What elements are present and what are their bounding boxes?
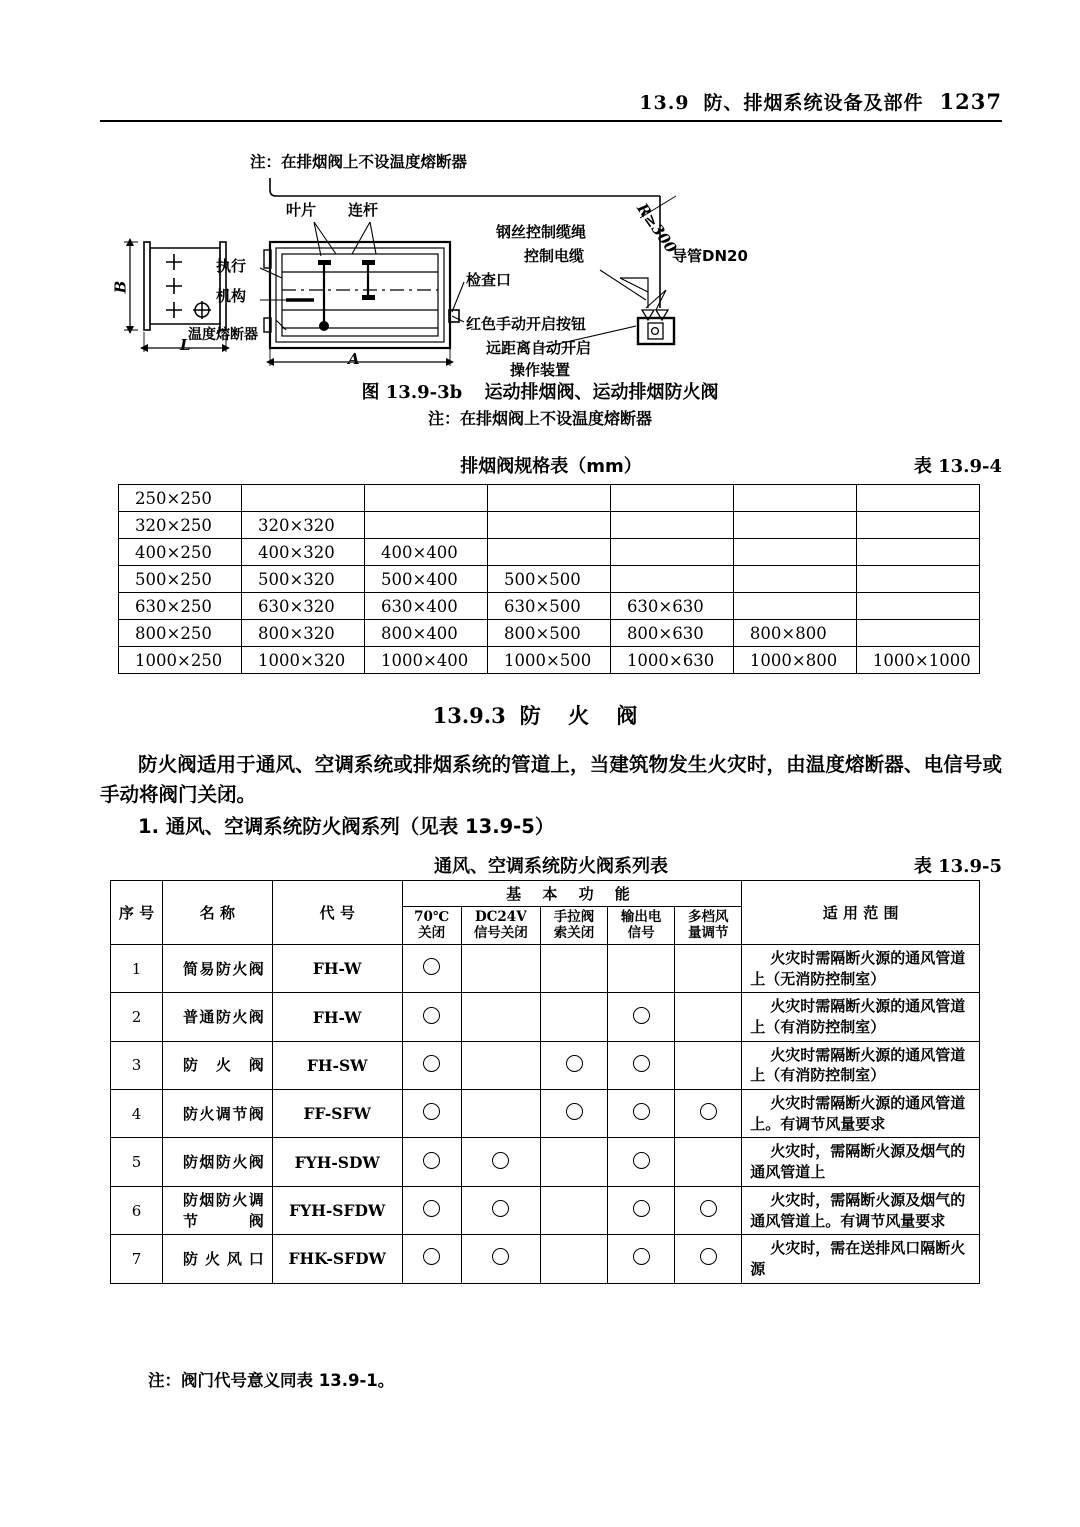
cell-code: FYH-SDW xyxy=(272,1138,402,1186)
spec-table-row xyxy=(119,647,980,674)
spec-size-cell: 800×800 xyxy=(733,620,856,647)
circle-mark-icon xyxy=(423,958,440,975)
figure-13-9-3b xyxy=(100,150,980,380)
cell-name: 防烟防火阀 xyxy=(162,1138,272,1186)
spec-size-cell: 400×250 xyxy=(119,539,242,566)
cell-index: 2 xyxy=(111,993,163,1041)
circle-mark-icon xyxy=(492,1200,509,1217)
cell-function-empty xyxy=(608,944,675,992)
spec-size-cell: 630×500 xyxy=(487,593,610,620)
spec-table-number: 表 13.9-4 xyxy=(913,456,1002,477)
header-function-output-signal xyxy=(608,907,675,945)
spec-size-cell: 320×320 xyxy=(241,512,364,539)
cell-name: 简易防火阀 xyxy=(162,944,272,992)
spec-size-cell: 800×400 xyxy=(364,620,487,647)
series-table-row xyxy=(111,1186,980,1234)
header-basic-function: 基 本 功 能 xyxy=(402,881,742,907)
dimension-l: L xyxy=(180,336,191,354)
cell-function-marked xyxy=(540,1041,607,1089)
cell-function-marked xyxy=(608,1041,675,1089)
spec-table-title: 排烟阀规格表（mm） xyxy=(460,456,642,477)
cell-scope: 火灾时需隔断火源的通风管道上。有调节风量要求 xyxy=(742,1090,980,1138)
spec-empty-cell xyxy=(364,512,487,539)
cell-function-marked xyxy=(608,1186,675,1234)
cell-function-marked xyxy=(402,993,461,1041)
header-function-manual-cable xyxy=(540,907,607,945)
cell-function-marked xyxy=(461,1138,540,1186)
series-table-row xyxy=(111,1041,980,1089)
label-temperature-fuse: 温度熔断器 xyxy=(188,327,258,343)
spec-size-cell: 500×400 xyxy=(364,566,487,593)
cell-function-marked xyxy=(402,1186,461,1234)
spec-size-cell: 800×630 xyxy=(610,620,733,647)
label-remote-open-line2: 操作装置 xyxy=(510,361,571,379)
circle-mark-icon xyxy=(566,1103,583,1120)
spec-empty-cell xyxy=(487,485,610,512)
header-function-dc24v xyxy=(461,907,540,945)
header-index: 序 号 xyxy=(111,881,163,945)
circle-mark-icon xyxy=(492,1248,509,1265)
circle-mark-icon xyxy=(633,1055,650,1072)
header-function-70c xyxy=(402,907,461,945)
spec-empty-cell xyxy=(733,593,856,620)
spec-table-row xyxy=(119,485,980,512)
spec-size-cell: 400×400 xyxy=(364,539,487,566)
circle-mark-icon xyxy=(423,1103,440,1120)
cell-function-empty xyxy=(461,944,540,992)
cell-function-empty xyxy=(540,993,607,1041)
cell-scope: 火灾时，需隔断火源及烟气的通风管道上 xyxy=(742,1138,980,1186)
spec-size-cell: 500×320 xyxy=(241,566,364,593)
circle-mark-icon xyxy=(633,1103,650,1120)
cell-index: 5 xyxy=(111,1138,163,1186)
spec-empty-cell xyxy=(487,512,610,539)
header-name: 名 称 xyxy=(162,881,272,945)
cell-function-marked xyxy=(608,1235,675,1283)
cell-function-marked xyxy=(402,1041,461,1089)
header-function-dc24v-line2: 信号关闭 xyxy=(473,925,528,942)
cell-scope: 火灾时，需隔断火源及烟气的通风管道上。有调节风量要求 xyxy=(742,1186,980,1234)
cell-index: 6 xyxy=(111,1186,163,1234)
cell-function-empty xyxy=(540,1186,607,1234)
cell-function-empty xyxy=(540,944,607,992)
cell-function-marked xyxy=(540,1090,607,1138)
cell-index: 1 xyxy=(111,944,163,992)
cell-function-empty xyxy=(461,993,540,1041)
circle-mark-icon xyxy=(423,1055,440,1072)
spec-empty-cell xyxy=(856,566,979,593)
cell-code: FH-W xyxy=(272,993,402,1041)
label-inspection-port: 检查口 xyxy=(466,271,512,289)
spec-empty-cell xyxy=(856,512,979,539)
cell-function-marked xyxy=(402,1235,461,1283)
spec-size-cell: 630×320 xyxy=(241,593,364,620)
spec-empty-cell xyxy=(856,485,979,512)
label-steel-control-cable: 钢丝控制缆绳 xyxy=(496,223,587,241)
running-head-section-no: 13.9 xyxy=(639,92,690,114)
cell-name: 防烟防火调节阀 xyxy=(162,1186,272,1234)
spec-empty-cell xyxy=(733,512,856,539)
series-table-caption xyxy=(100,852,1002,878)
cell-function-marked xyxy=(461,1235,540,1283)
series-header-row-1 xyxy=(111,881,980,907)
spec-empty-cell xyxy=(487,539,610,566)
spec-size-cell: 1000×250 xyxy=(119,647,242,674)
spec-empty-cell xyxy=(610,539,733,566)
circle-mark-icon xyxy=(492,1152,509,1169)
series-table-number: 表 13.9-5 xyxy=(913,856,1002,877)
cell-index: 3 xyxy=(111,1041,163,1089)
spec-empty-cell xyxy=(733,539,856,566)
label-manual-open-button: 红色手动开启按钮 xyxy=(466,315,587,333)
circle-mark-icon xyxy=(633,1152,650,1169)
spec-size-cell: 1000×320 xyxy=(241,647,364,674)
cell-function-marked xyxy=(461,1186,540,1234)
circle-mark-icon xyxy=(633,1200,650,1217)
spec-size-cell: 630×250 xyxy=(119,593,242,620)
series-table-row xyxy=(111,1090,980,1138)
cell-function-marked xyxy=(402,944,461,992)
cell-code: FH-W xyxy=(272,944,402,992)
series-table-row xyxy=(111,1235,980,1283)
cell-function-empty xyxy=(461,1041,540,1089)
cell-code: FHK-SFDW xyxy=(272,1235,402,1283)
cell-function-marked xyxy=(402,1138,461,1186)
cell-name: 防火调节阀 xyxy=(162,1090,272,1138)
label-control-cable: 控制电缆 xyxy=(524,247,585,265)
circle-mark-icon xyxy=(633,1007,650,1024)
cell-function-empty xyxy=(540,1138,607,1186)
cell-name: 防火风口 xyxy=(162,1235,272,1283)
header-rule xyxy=(100,120,1002,122)
series-table-footnote: 注：阀门代号意义同表 13.9-1。 xyxy=(148,1371,395,1390)
header-code: 代 号 xyxy=(272,881,402,945)
label-bend-radius: R≥300 xyxy=(633,200,681,257)
spec-size-cell: 500×500 xyxy=(487,566,610,593)
cell-scope: 火灾时需隔断火源的通风管道上（有消防控制室） xyxy=(742,1041,980,1089)
running-head-title: 防、排烟系统设备及部件 xyxy=(703,92,924,114)
figure-caption-number: 图 13.9-3b xyxy=(361,382,463,403)
header-function-multi-damper-line1: 多档风 xyxy=(687,909,729,925)
circle-mark-icon xyxy=(423,1007,440,1024)
cell-function-marked xyxy=(402,1090,461,1138)
label-actuator-line1: 执行 xyxy=(216,257,247,275)
spec-size-cell: 1000×1000 xyxy=(856,647,979,674)
series-table-title: 通风、空调系统防火阀系列表 xyxy=(434,856,668,877)
spec-table xyxy=(118,484,980,674)
figure-top-note: 注：在排烟阀上不设温度熔断器 xyxy=(250,153,468,171)
cell-code: FYH-SFDW xyxy=(272,1186,402,1234)
series-table-head xyxy=(111,881,980,945)
spec-size-cell: 1000×630 xyxy=(610,647,733,674)
dimension-a: A xyxy=(348,350,360,368)
cell-function-empty xyxy=(675,993,742,1041)
spec-table-row xyxy=(119,512,980,539)
header-scope: 适 用 范 围 xyxy=(742,881,980,945)
cell-index: 7 xyxy=(111,1235,163,1283)
cell-function-marked xyxy=(608,1138,675,1186)
cell-function-empty xyxy=(675,1041,742,1089)
spec-size-cell: 500×250 xyxy=(119,566,242,593)
series-table-row xyxy=(111,993,980,1041)
label-blade: 叶片 xyxy=(286,201,317,219)
figure-caption xyxy=(0,378,1080,404)
header-function-manual-cable-line1: 手拉阀 xyxy=(553,909,595,925)
spec-empty-cell xyxy=(610,566,733,593)
header-function-output-signal-line2: 信号 xyxy=(627,925,655,942)
spec-size-cell: 1000×500 xyxy=(487,647,610,674)
spec-size-cell: 630×400 xyxy=(364,593,487,620)
figure-caption-note: 注：在排烟阀上不设温度熔断器 xyxy=(427,409,652,428)
cell-function-empty xyxy=(540,1235,607,1283)
circle-mark-icon xyxy=(700,1200,717,1217)
series-table xyxy=(110,880,980,1284)
cell-function-empty xyxy=(461,1090,540,1138)
circle-mark-icon xyxy=(700,1103,717,1120)
cell-function-marked xyxy=(608,993,675,1041)
circle-mark-icon xyxy=(423,1152,440,1169)
cell-code: FF-SFW xyxy=(272,1090,402,1138)
header-function-multi-damper xyxy=(675,907,742,945)
cell-function-marked xyxy=(608,1090,675,1138)
series-table-row xyxy=(111,944,980,992)
spec-table-row xyxy=(119,620,980,647)
header-function-70c-line2: 关闭 xyxy=(418,925,446,942)
cell-function-empty xyxy=(675,944,742,992)
spec-table-row xyxy=(119,539,980,566)
spec-empty-cell xyxy=(610,512,733,539)
spec-size-cell: 800×500 xyxy=(487,620,610,647)
spec-empty-cell xyxy=(610,485,733,512)
section-item-1: 1. 通风、空调系统防火阀系列（见表 13.9-5） xyxy=(138,815,555,838)
series-table-body xyxy=(111,944,980,1283)
spec-empty-cell xyxy=(364,485,487,512)
label-link-rod: 连杆 xyxy=(348,201,379,219)
spec-size-cell: 800×250 xyxy=(119,620,242,647)
figure-caption-title: 运动排烟阀、运动排烟防火阀 xyxy=(484,382,719,403)
circle-mark-icon xyxy=(700,1248,717,1265)
spec-empty-cell xyxy=(856,593,979,620)
label-conduit-dn20 xyxy=(672,248,748,265)
spec-size-cell: 630×630 xyxy=(610,593,733,620)
dimension-b: B xyxy=(111,280,130,294)
spec-size-cell: 800×320 xyxy=(241,620,364,647)
spec-size-cell: 320×250 xyxy=(119,512,242,539)
spec-table-row xyxy=(119,593,980,620)
cell-function-marked xyxy=(675,1235,742,1283)
spec-size-cell: 1000×800 xyxy=(733,647,856,674)
cell-function-empty xyxy=(675,1138,742,1186)
header-function-manual-cable-line2: 索关闭 xyxy=(553,925,595,942)
circle-mark-icon xyxy=(566,1055,583,1072)
series-table-row xyxy=(111,1138,980,1186)
cell-function-marked xyxy=(675,1090,742,1138)
label-remote-open-line1: 远距离自动开启 xyxy=(486,339,592,357)
header-function-dc24v-line1: DC24V xyxy=(474,909,527,925)
spec-empty-cell xyxy=(733,485,856,512)
cell-scope: 火灾时需隔断火源的通风管道上（无消防控制室） xyxy=(742,944,980,992)
spec-size-cell: 1000×400 xyxy=(364,647,487,674)
header-function-70c-line1: 70℃ xyxy=(414,909,450,925)
running-head xyxy=(0,88,1080,122)
cell-name: 防火阀 xyxy=(162,1041,272,1089)
spec-empty-cell xyxy=(241,485,364,512)
cell-function-marked xyxy=(675,1186,742,1234)
spec-size-cell: 250×250 xyxy=(119,485,242,512)
label-actuator-line2: 机构 xyxy=(216,287,247,305)
spec-empty-cell xyxy=(856,620,979,647)
spec-empty-cell xyxy=(733,566,856,593)
cell-code: FH-SW xyxy=(272,1041,402,1089)
section-heading-number: 13.9.3 xyxy=(432,703,506,728)
spec-size-cell: 400×320 xyxy=(241,539,364,566)
spec-table-body xyxy=(119,485,980,674)
spec-table-caption xyxy=(100,452,1002,478)
page-number: 1237 xyxy=(939,89,1002,114)
section-heading-title: 防 火 阀 xyxy=(519,704,648,728)
circle-mark-icon xyxy=(423,1248,440,1265)
label-conduit-text: 导管DN20 xyxy=(672,247,748,265)
section-heading xyxy=(0,700,1080,730)
cell-index: 4 xyxy=(111,1090,163,1138)
cell-scope: 火灾时，需在送排风口隔断火源 xyxy=(742,1235,980,1283)
circle-mark-icon xyxy=(633,1248,650,1265)
cell-scope: 火灾时需隔断火源的通风管道上（有消防控制室） xyxy=(742,993,980,1041)
section-paragraph: 防火阀适用于通风、空调系统或排烟系统的管道上，当建筑物发生火灾时，由温度熔断器、电信号或手动将阀门关闭。 xyxy=(100,753,1002,806)
header-function-output-signal-line1: 输出电 xyxy=(620,909,662,925)
cell-name: 普通防火阀 xyxy=(162,993,272,1041)
circle-mark-icon xyxy=(423,1200,440,1217)
header-function-multi-damper-line2: 量调节 xyxy=(687,925,729,942)
spec-empty-cell xyxy=(856,539,979,566)
spec-table-row xyxy=(119,566,980,593)
